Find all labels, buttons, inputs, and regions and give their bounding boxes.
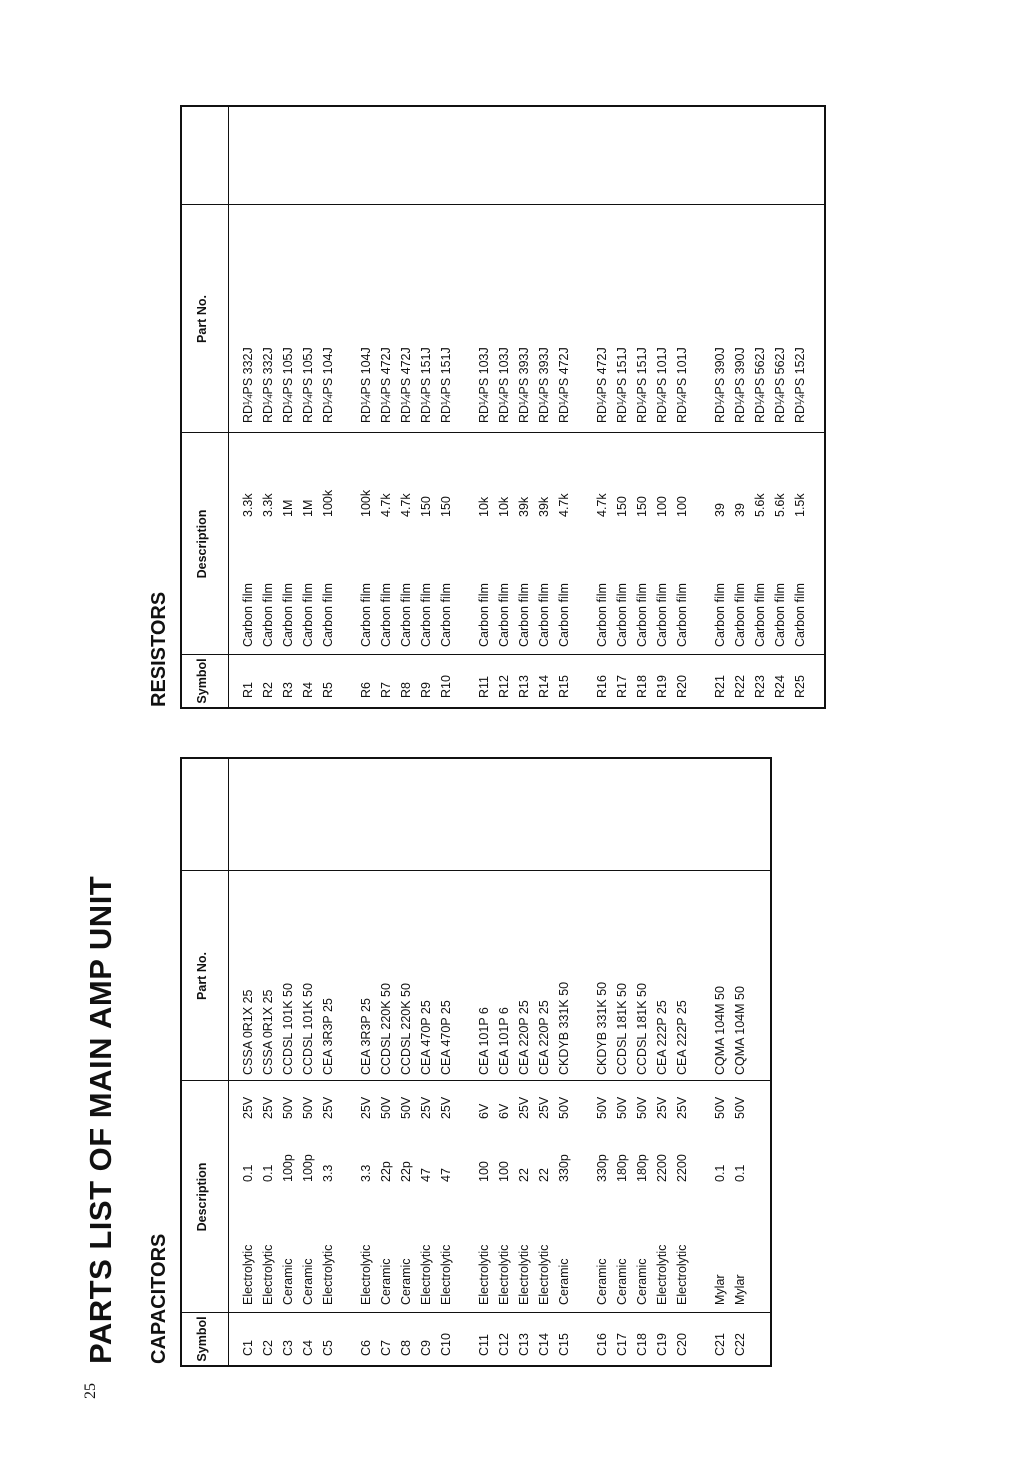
cell-part-no: RD¼PS 472J xyxy=(379,347,393,423)
cell-symbol: R8 xyxy=(399,682,413,698)
cell-type: Electrolytic xyxy=(321,1244,335,1305)
cell-value: 5.6k xyxy=(773,493,787,517)
cell-type: Carbon film xyxy=(595,583,609,647)
cell-value: 3.3k xyxy=(241,493,255,517)
col-header-part-no: Part No. xyxy=(195,952,209,1000)
cell-type: Electrolytic xyxy=(675,1244,689,1305)
table-row xyxy=(494,759,514,1365)
cell-type: Carbon film xyxy=(537,583,551,647)
cell-symbol: R13 xyxy=(517,675,531,698)
cell-type: Ceramic xyxy=(301,1258,315,1305)
cell-voltage: 50V xyxy=(635,1096,649,1119)
cell-voltage: 25V xyxy=(537,1096,551,1119)
cell-value: 100k xyxy=(359,489,373,517)
cell-value: 4.7k xyxy=(379,493,393,517)
cell-part-no: CEA 470P 25 xyxy=(419,1000,433,1075)
table-row xyxy=(238,107,258,707)
cell-part-no: RD¼PS 390J xyxy=(713,347,727,423)
cell-voltage: 50V xyxy=(301,1096,315,1119)
table-row xyxy=(612,759,632,1365)
cell-part-no: RD¼PS 562J xyxy=(753,347,767,423)
cell-type: Mylar xyxy=(733,1274,747,1305)
cell-type: Carbon film xyxy=(675,583,689,647)
table-row xyxy=(278,759,298,1365)
cell-value: 330p xyxy=(595,1154,609,1182)
cell-voltage: 25V xyxy=(675,1096,689,1119)
cell-value: 3.3k xyxy=(261,493,275,517)
cell-part-no: CCDSL 101K 50 xyxy=(301,983,315,1075)
table-row xyxy=(298,107,318,707)
cell-type: Carbon film xyxy=(557,583,571,647)
cell-voltage: 6V xyxy=(497,1103,511,1119)
cell-value: 180p xyxy=(615,1154,629,1182)
cell-part-no: CCDSL 101K 50 xyxy=(281,983,295,1075)
cell-value: 39 xyxy=(733,503,747,517)
row-group xyxy=(592,759,692,1365)
cell-value: 47 xyxy=(439,1168,453,1182)
cell-type: Ceramic xyxy=(379,1258,393,1305)
cell-part-no: CEA 470P 25 xyxy=(439,1000,453,1075)
cell-symbol: R25 xyxy=(793,675,807,698)
table-row xyxy=(672,759,692,1365)
page-number: 25 xyxy=(82,1383,99,1399)
cell-symbol: C19 xyxy=(655,1333,669,1356)
cell-symbol: R16 xyxy=(595,675,609,698)
cell-part-no: RD¼PS 472J xyxy=(399,347,413,423)
cell-value: 22 xyxy=(517,1168,531,1182)
cell-part-no: CKDYB 331K 50 xyxy=(557,981,571,1075)
cell-symbol: R15 xyxy=(557,675,571,698)
resistors-table xyxy=(180,105,826,709)
cell-part-no: CQMA 104M 50 xyxy=(733,986,747,1075)
cell-value: 0.1 xyxy=(713,1164,727,1182)
cell-symbol: R1 xyxy=(241,682,255,698)
cell-part-no: CKDYB 331K 50 xyxy=(595,981,609,1075)
cell-value: 0.1 xyxy=(241,1164,255,1182)
cell-part-no: RD¼PS 393J xyxy=(537,347,551,423)
table-row xyxy=(318,759,338,1365)
cell-value: 22p xyxy=(399,1161,413,1182)
cell-part-no: RD¼PS 390J xyxy=(733,347,747,423)
cell-type: Electrolytic xyxy=(537,1244,551,1305)
cell-value: 4.7k xyxy=(399,493,413,517)
cell-symbol: R2 xyxy=(261,682,275,698)
cell-part-no: RD¼PS 105J xyxy=(281,347,295,423)
cell-type: Carbon film xyxy=(793,583,807,647)
cell-value: 39k xyxy=(537,496,551,517)
cell-type: Carbon film xyxy=(615,583,629,647)
col-header-symbol: Symbol xyxy=(195,1316,209,1362)
cell-type: Carbon film xyxy=(241,583,255,647)
cell-type: Carbon film xyxy=(439,583,453,647)
row-group xyxy=(710,759,750,1365)
cell-voltage: 6V xyxy=(477,1103,491,1119)
row-group xyxy=(592,107,692,707)
cell-symbol: C6 xyxy=(359,1340,373,1356)
cell-part-no: CEA 101P 6 xyxy=(497,1007,511,1075)
cell-value: 150 xyxy=(439,496,453,517)
cell-type: Electrolytic xyxy=(261,1244,275,1305)
cell-type: Mylar xyxy=(713,1274,727,1305)
cell-symbol: C22 xyxy=(733,1333,747,1356)
cell-part-no: CEA 222P 25 xyxy=(675,1000,689,1075)
header-rule xyxy=(228,107,229,707)
page-title: PARTS LIST OF MAIN AMP UNIT xyxy=(83,875,118,1364)
cell-type: Carbon film xyxy=(281,583,295,647)
cell-type: Electrolytic xyxy=(359,1244,373,1305)
cell-value: 39 xyxy=(713,503,727,517)
cell-part-no: RD¼PS 151J xyxy=(439,347,453,423)
cell-type: Carbon film xyxy=(655,583,669,647)
cell-part-no: CEA 220P 25 xyxy=(517,1000,531,1075)
cell-part-no: CEA 3R3P 25 xyxy=(359,998,373,1075)
resistors-title: RESISTORS xyxy=(148,591,170,707)
cell-value: 4.7k xyxy=(595,493,609,517)
cell-part-no: RD¼PS 101J xyxy=(655,347,669,423)
cell-part-no: RD¼PS 103J xyxy=(477,347,491,423)
table-row xyxy=(514,759,534,1365)
cell-part-no: RD¼PS 103J xyxy=(497,347,511,423)
cell-type: Carbon film xyxy=(321,583,335,647)
cell-value: 1M xyxy=(281,499,295,517)
table-row xyxy=(238,759,258,1365)
cell-type: Electrolytic xyxy=(241,1244,255,1305)
table-row xyxy=(376,759,396,1365)
cell-part-no: RD¼PS 332J xyxy=(241,347,255,423)
table-row xyxy=(258,107,278,707)
cell-voltage: 50V xyxy=(281,1096,295,1119)
row-group xyxy=(356,759,456,1365)
table-row xyxy=(436,759,456,1365)
cell-voltage: 50V xyxy=(713,1096,727,1119)
cell-type: Ceramic xyxy=(635,1258,649,1305)
cell-symbol: C8 xyxy=(399,1340,413,1356)
cell-symbol: C10 xyxy=(439,1333,453,1356)
cell-value: 22 xyxy=(537,1168,551,1182)
cell-voltage: 25V xyxy=(359,1096,373,1119)
cell-part-no: CCDSL 220K 50 xyxy=(399,983,413,1075)
cell-symbol: C17 xyxy=(615,1333,629,1356)
cell-value: 3.3 xyxy=(321,1164,335,1182)
cell-symbol: C13 xyxy=(517,1333,531,1356)
cell-type: Carbon film xyxy=(477,583,491,647)
capacitors-table xyxy=(180,757,772,1367)
cell-value: 330p xyxy=(557,1154,571,1182)
row-group xyxy=(238,107,338,707)
cell-symbol: R6 xyxy=(359,682,373,698)
table-row xyxy=(652,107,672,707)
table-row xyxy=(416,759,436,1365)
cell-value: 100k xyxy=(321,489,335,517)
cell-value: 10k xyxy=(497,496,511,517)
cell-symbol: R5 xyxy=(321,682,335,698)
table-row xyxy=(474,759,494,1365)
cell-voltage: 50V xyxy=(615,1096,629,1119)
cell-value: 22p xyxy=(379,1161,393,1182)
cell-symbol: R9 xyxy=(419,682,433,698)
cell-type: Ceramic xyxy=(557,1258,571,1305)
table-row xyxy=(416,107,436,707)
cell-value: 180p xyxy=(635,1154,649,1182)
cell-value: 1.5k xyxy=(793,493,807,517)
cell-value: 150 xyxy=(419,496,433,517)
cell-voltage: 50V xyxy=(399,1096,413,1119)
cell-value: 100 xyxy=(655,496,669,517)
table-row xyxy=(474,107,494,707)
cell-type: Carbon film xyxy=(517,583,531,647)
table-row xyxy=(750,107,770,707)
cell-voltage: 25V xyxy=(655,1096,669,1119)
table-row xyxy=(730,107,750,707)
cell-part-no: RD¼PS 472J xyxy=(557,347,571,423)
table-row xyxy=(514,107,534,707)
table-row xyxy=(554,107,574,707)
table-row xyxy=(730,759,750,1365)
cell-symbol: R19 xyxy=(655,675,669,698)
cell-type: Carbon film xyxy=(359,583,373,647)
table-row xyxy=(318,107,338,707)
cell-type: Carbon film xyxy=(713,583,727,647)
cell-symbol: R7 xyxy=(379,682,393,698)
cell-value: 2200 xyxy=(675,1154,689,1182)
row-group xyxy=(710,107,810,707)
cell-symbol: C4 xyxy=(301,1340,315,1356)
cell-symbol: C5 xyxy=(321,1340,335,1356)
cell-symbol: R21 xyxy=(713,675,727,698)
cell-part-no: RD¼PS 151J xyxy=(615,347,629,423)
cell-type: Carbon film xyxy=(419,583,433,647)
table-row xyxy=(632,759,652,1365)
cell-part-no: RD¼PS 151J xyxy=(635,347,649,423)
cell-value: 5.6k xyxy=(753,493,767,517)
cell-part-no: CEA 101P 6 xyxy=(477,1007,491,1075)
table-row xyxy=(298,759,318,1365)
cell-part-no: CCDSL 220K 50 xyxy=(379,983,393,1075)
cell-type: Carbon film xyxy=(301,583,315,647)
cell-symbol: C12 xyxy=(497,1333,511,1356)
cell-symbol: R23 xyxy=(753,675,767,698)
table-row xyxy=(672,107,692,707)
cell-type: Ceramic xyxy=(615,1258,629,1305)
table-row xyxy=(534,759,554,1365)
capacitors-title: CAPACITORS xyxy=(148,1233,170,1364)
cell-part-no: CSSA 0R1X 25 xyxy=(261,989,275,1075)
cell-symbol: R24 xyxy=(773,675,787,698)
cell-symbol: C11 xyxy=(477,1333,491,1356)
cell-value: 150 xyxy=(615,496,629,517)
cell-symbol: R18 xyxy=(635,675,649,698)
row-group xyxy=(474,107,574,707)
cell-part-no: RD¼PS 393J xyxy=(517,347,531,423)
cell-voltage: 25V xyxy=(241,1096,255,1119)
cell-type: Carbon film xyxy=(773,583,787,647)
table-row xyxy=(710,107,730,707)
cell-value: 100 xyxy=(497,1161,511,1182)
cell-value: 2200 xyxy=(655,1154,669,1182)
cell-voltage: 50V xyxy=(733,1096,747,1119)
table-row xyxy=(652,759,672,1365)
cell-type: Electrolytic xyxy=(439,1244,453,1305)
cell-voltage: 25V xyxy=(517,1096,531,1119)
cell-symbol: R3 xyxy=(281,682,295,698)
cell-value: 4.7k xyxy=(557,493,571,517)
table-row xyxy=(592,107,612,707)
table-row xyxy=(396,107,416,707)
cell-part-no: RD¼PS 562J xyxy=(773,347,787,423)
header-rule xyxy=(228,759,229,1365)
cell-symbol: R12 xyxy=(497,675,511,698)
cell-part-no: RD¼PS 104J xyxy=(321,347,335,423)
cell-value: 1M xyxy=(301,499,315,517)
cell-type: Carbon film xyxy=(399,583,413,647)
cell-type: Electrolytic xyxy=(517,1244,531,1305)
table-row xyxy=(770,107,790,707)
table-row xyxy=(554,759,574,1365)
cell-symbol: C2 xyxy=(261,1340,275,1356)
cell-type: Electrolytic xyxy=(497,1244,511,1305)
table-row xyxy=(258,759,278,1365)
cell-part-no: RD¼PS 105J xyxy=(301,347,315,423)
cell-value: 150 xyxy=(635,496,649,517)
cell-symbol: R20 xyxy=(675,675,689,698)
cell-type: Carbon film xyxy=(635,583,649,647)
cell-symbol: C21 xyxy=(713,1333,727,1356)
cell-type: Ceramic xyxy=(281,1258,295,1305)
cell-symbol: R10 xyxy=(439,675,453,698)
cell-part-no: RD¼PS 152J xyxy=(793,347,807,423)
cell-voltage: 25V xyxy=(261,1096,275,1119)
cell-value: 100 xyxy=(675,496,689,517)
cell-value: 47 xyxy=(419,1168,433,1182)
col-header-part-no: Part No. xyxy=(195,295,209,343)
row-group xyxy=(474,759,574,1365)
cell-symbol: C14 xyxy=(537,1333,551,1356)
cell-value: 0.1 xyxy=(733,1164,747,1182)
cell-part-no: CEA 3R3P 25 xyxy=(321,998,335,1075)
cell-symbol: C15 xyxy=(557,1333,571,1356)
cell-voltage: 50V xyxy=(595,1096,609,1119)
row-group xyxy=(238,759,338,1365)
cell-value: 100 xyxy=(477,1161,491,1182)
cell-value: 100p xyxy=(301,1154,315,1182)
cell-voltage: 50V xyxy=(557,1096,571,1119)
table-row xyxy=(632,107,652,707)
cell-part-no: RD¼PS 104J xyxy=(359,347,373,423)
col-header-description: Description xyxy=(195,509,209,579)
table-row xyxy=(710,759,730,1365)
cell-type: Carbon film xyxy=(379,583,393,647)
cell-type: Carbon film xyxy=(261,583,275,647)
table-row xyxy=(376,107,396,707)
cell-symbol: C18 xyxy=(635,1333,649,1356)
cell-type: Ceramic xyxy=(595,1258,609,1305)
cell-value: 100p xyxy=(281,1154,295,1182)
cell-value: 0.1 xyxy=(261,1164,275,1182)
cell-symbol: C16 xyxy=(595,1333,609,1356)
cell-value: 39k xyxy=(517,496,531,517)
table-row xyxy=(356,107,376,707)
cell-type: Carbon film xyxy=(497,583,511,647)
table-row xyxy=(356,759,376,1365)
table-row xyxy=(494,107,514,707)
cell-part-no: CSSA 0R1X 25 xyxy=(241,989,255,1075)
col-header-symbol: Symbol xyxy=(195,658,209,704)
cell-symbol: R11 xyxy=(477,675,491,698)
table-row xyxy=(396,759,416,1365)
cell-symbol: C20 xyxy=(675,1333,689,1356)
cell-symbol: C3 xyxy=(281,1340,295,1356)
cell-voltage: 25V xyxy=(439,1096,453,1119)
cell-symbol: C7 xyxy=(379,1340,393,1356)
cell-part-no: CQMA 104M 50 xyxy=(713,986,727,1075)
cell-part-no: RD¼PS 332J xyxy=(261,347,275,423)
cell-part-no: CEA 222P 25 xyxy=(655,1000,669,1075)
table-row xyxy=(534,107,554,707)
table-row xyxy=(790,107,810,707)
cell-voltage: 50V xyxy=(379,1096,393,1119)
cell-value: 10k xyxy=(477,496,491,517)
cell-part-no: RD¼PS 101J xyxy=(675,347,689,423)
cell-symbol: R17 xyxy=(615,675,629,698)
cell-symbol: C1 xyxy=(241,1340,255,1356)
cell-part-no: RD¼PS 151J xyxy=(419,347,433,423)
table-row xyxy=(612,107,632,707)
cell-part-no: CCDSL 181K 50 xyxy=(635,983,649,1075)
cell-type: Ceramic xyxy=(399,1258,413,1305)
table-row xyxy=(592,759,612,1365)
row-group xyxy=(356,107,456,707)
cell-symbol: C9 xyxy=(419,1340,433,1356)
cell-voltage: 25V xyxy=(321,1096,335,1119)
cell-type: Electrolytic xyxy=(419,1244,433,1305)
cell-symbol: R4 xyxy=(301,682,315,698)
cell-part-no: CCDSL 181K 50 xyxy=(615,983,629,1075)
cell-value: 3.3 xyxy=(359,1164,373,1182)
cell-voltage: 25V xyxy=(419,1096,433,1119)
cell-type: Electrolytic xyxy=(477,1244,491,1305)
cell-type: Electrolytic xyxy=(655,1244,669,1305)
cell-part-no: RD¼PS 472J xyxy=(595,347,609,423)
table-row xyxy=(436,107,456,707)
col-header-description: Description xyxy=(195,1162,209,1232)
table-row xyxy=(278,107,298,707)
cell-symbol: R14 xyxy=(537,675,551,698)
cell-part-no: CEA 220P 25 xyxy=(537,1000,551,1075)
cell-type: Carbon film xyxy=(753,583,767,647)
cell-type: Carbon film xyxy=(733,583,747,647)
cell-symbol: R22 xyxy=(733,675,747,698)
